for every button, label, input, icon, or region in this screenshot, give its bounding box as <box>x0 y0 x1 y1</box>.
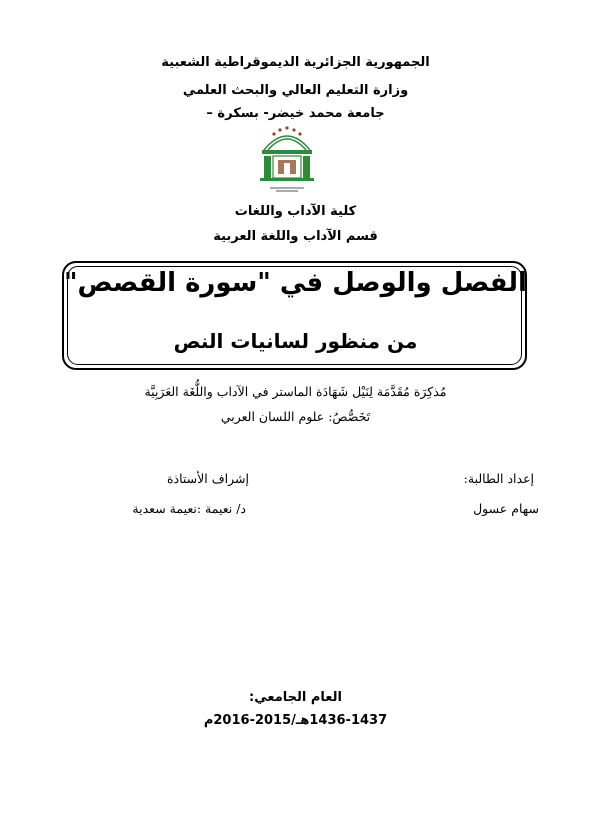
supervisor-label: إشراف الأستاذة <box>166 471 249 486</box>
supervisor-name: د/ نعيمة :نعيمة سعدية <box>132 501 246 516</box>
student-label: إعداد الطالبة: <box>463 471 534 486</box>
ministry-line: وزارة التعليم العالي والبحث العلمي <box>182 83 409 98</box>
faculty-name: كلية الآداب واللغات <box>234 204 357 219</box>
university-line: جامعة محمد خيضر- بسكرة – <box>206 106 385 121</box>
republic-line: الجمهورية الجزائرية الديموقراطية الشعبية <box>161 55 430 70</box>
student-name: سهام عسول <box>473 501 539 516</box>
thesis-note: مُذكِرَة مُقَدَّمَة لِنَيْل شَهَادَة الماستر في الآداب واللُّغَة العَرَبِيَّة <box>144 384 447 399</box>
academic-year-label: العام الجامعي: <box>249 690 342 705</box>
specialization: تَخَصُّصُ: علوم اللسان العربي <box>220 409 371 424</box>
thesis-subtitle: من منظور لسانيات النص <box>173 329 418 353</box>
department-name: قسم الآداب واللغة العربية <box>213 229 378 244</box>
academic-year-value: 1436-1437هـ/2015-2016م <box>203 713 388 728</box>
thesis-title: الفصل والوصل في "سورة القصص" <box>64 268 527 298</box>
university-logo <box>254 120 320 196</box>
